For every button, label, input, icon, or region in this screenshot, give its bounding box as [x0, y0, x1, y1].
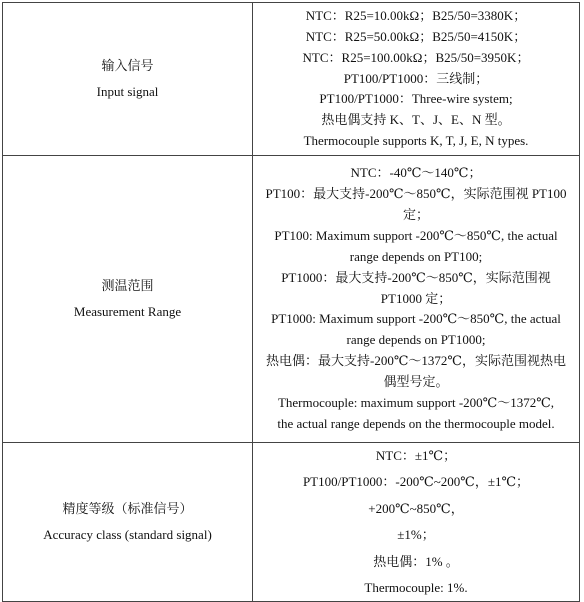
- value-line: PT100/PT1000：-200℃~200℃，±1℃；+200℃~850℃，: [302, 474, 530, 516]
- value-line: Thermocouple: maximum support -200℃～1372℃,: [277, 395, 555, 411]
- value-line: NTC：±1℃；: [375, 448, 457, 463]
- value-line: PT100/PT1000：Three-wire system;: [319, 91, 513, 107]
- label-cell: [3, 156, 253, 443]
- value-line: PT1000: Maximum support -200℃～850℃, the actual: [271, 311, 561, 327]
- label-cell: [3, 3, 253, 156]
- value-line: range depends on PT1000;: [346, 332, 486, 348]
- row-label-en: Accuracy class (standard signal): [43, 527, 212, 543]
- value-line: 热电偶支持 K、T、J、E、N 型。: [321, 112, 511, 128]
- row-label-zh: 精度等级（标准信号）: [62, 501, 193, 517]
- table-row-input-signal: [3, 3, 580, 156]
- value-line: Thermocouple: 1%.: [364, 580, 468, 596]
- value-line: the actual range depends on the thermocouple model.: [277, 415, 555, 431]
- value-cell: [253, 443, 580, 602]
- value-cell: [253, 3, 580, 156]
- spec-table: [2, 2, 580, 602]
- value-line: Thermocouple supports K, T, J, E, N types.: [303, 133, 529, 149]
- value-line: NTC：-40℃～140℃；: [350, 165, 482, 181]
- value-line: NTC：R25=100.00kΩ；B25/50=3950K；: [302, 49, 530, 65]
- value-line: 偶型号定。: [383, 374, 449, 390]
- value-line: range depends on PT100;: [349, 248, 483, 264]
- row-label-en: Measurement Range: [73, 304, 182, 319]
- value-line: 定；: [402, 206, 429, 222]
- value-line: PT100: Maximum support -200℃～850℃, the actual: [274, 227, 558, 243]
- value-line: 热电偶：1% 。: [373, 553, 459, 569]
- value-line: NTC：R25=10.00kΩ；B25/50=3380K；: [305, 7, 527, 23]
- value-cell: [253, 156, 580, 443]
- row-label-zh: 测温范围: [101, 278, 154, 293]
- row-label-en: Input signal: [96, 84, 159, 99]
- value-line: ±1%；: [397, 527, 435, 543]
- table-row-measurement-range: [3, 156, 580, 443]
- value-line: PT1000：最大支持-200℃～850℃，实际范围视: [281, 269, 551, 285]
- value-line: 热电偶：最大支持-200℃～1372℃，实际范围视热电: [266, 353, 566, 369]
- row-label-zh: 输入信号: [101, 58, 154, 73]
- value-line: PT1000 定；: [380, 290, 452, 306]
- table-row-accuracy-class: [3, 443, 580, 602]
- value-line: NTC：R25=50.00kΩ；B25/50=4150K；: [305, 28, 527, 44]
- value-line: PT100：最大支持-200℃～850℃，实际范围视 PT100: [265, 186, 567, 202]
- value-line: PT100/PT1000：三线制；: [343, 70, 489, 86]
- label-cell: [3, 443, 253, 602]
